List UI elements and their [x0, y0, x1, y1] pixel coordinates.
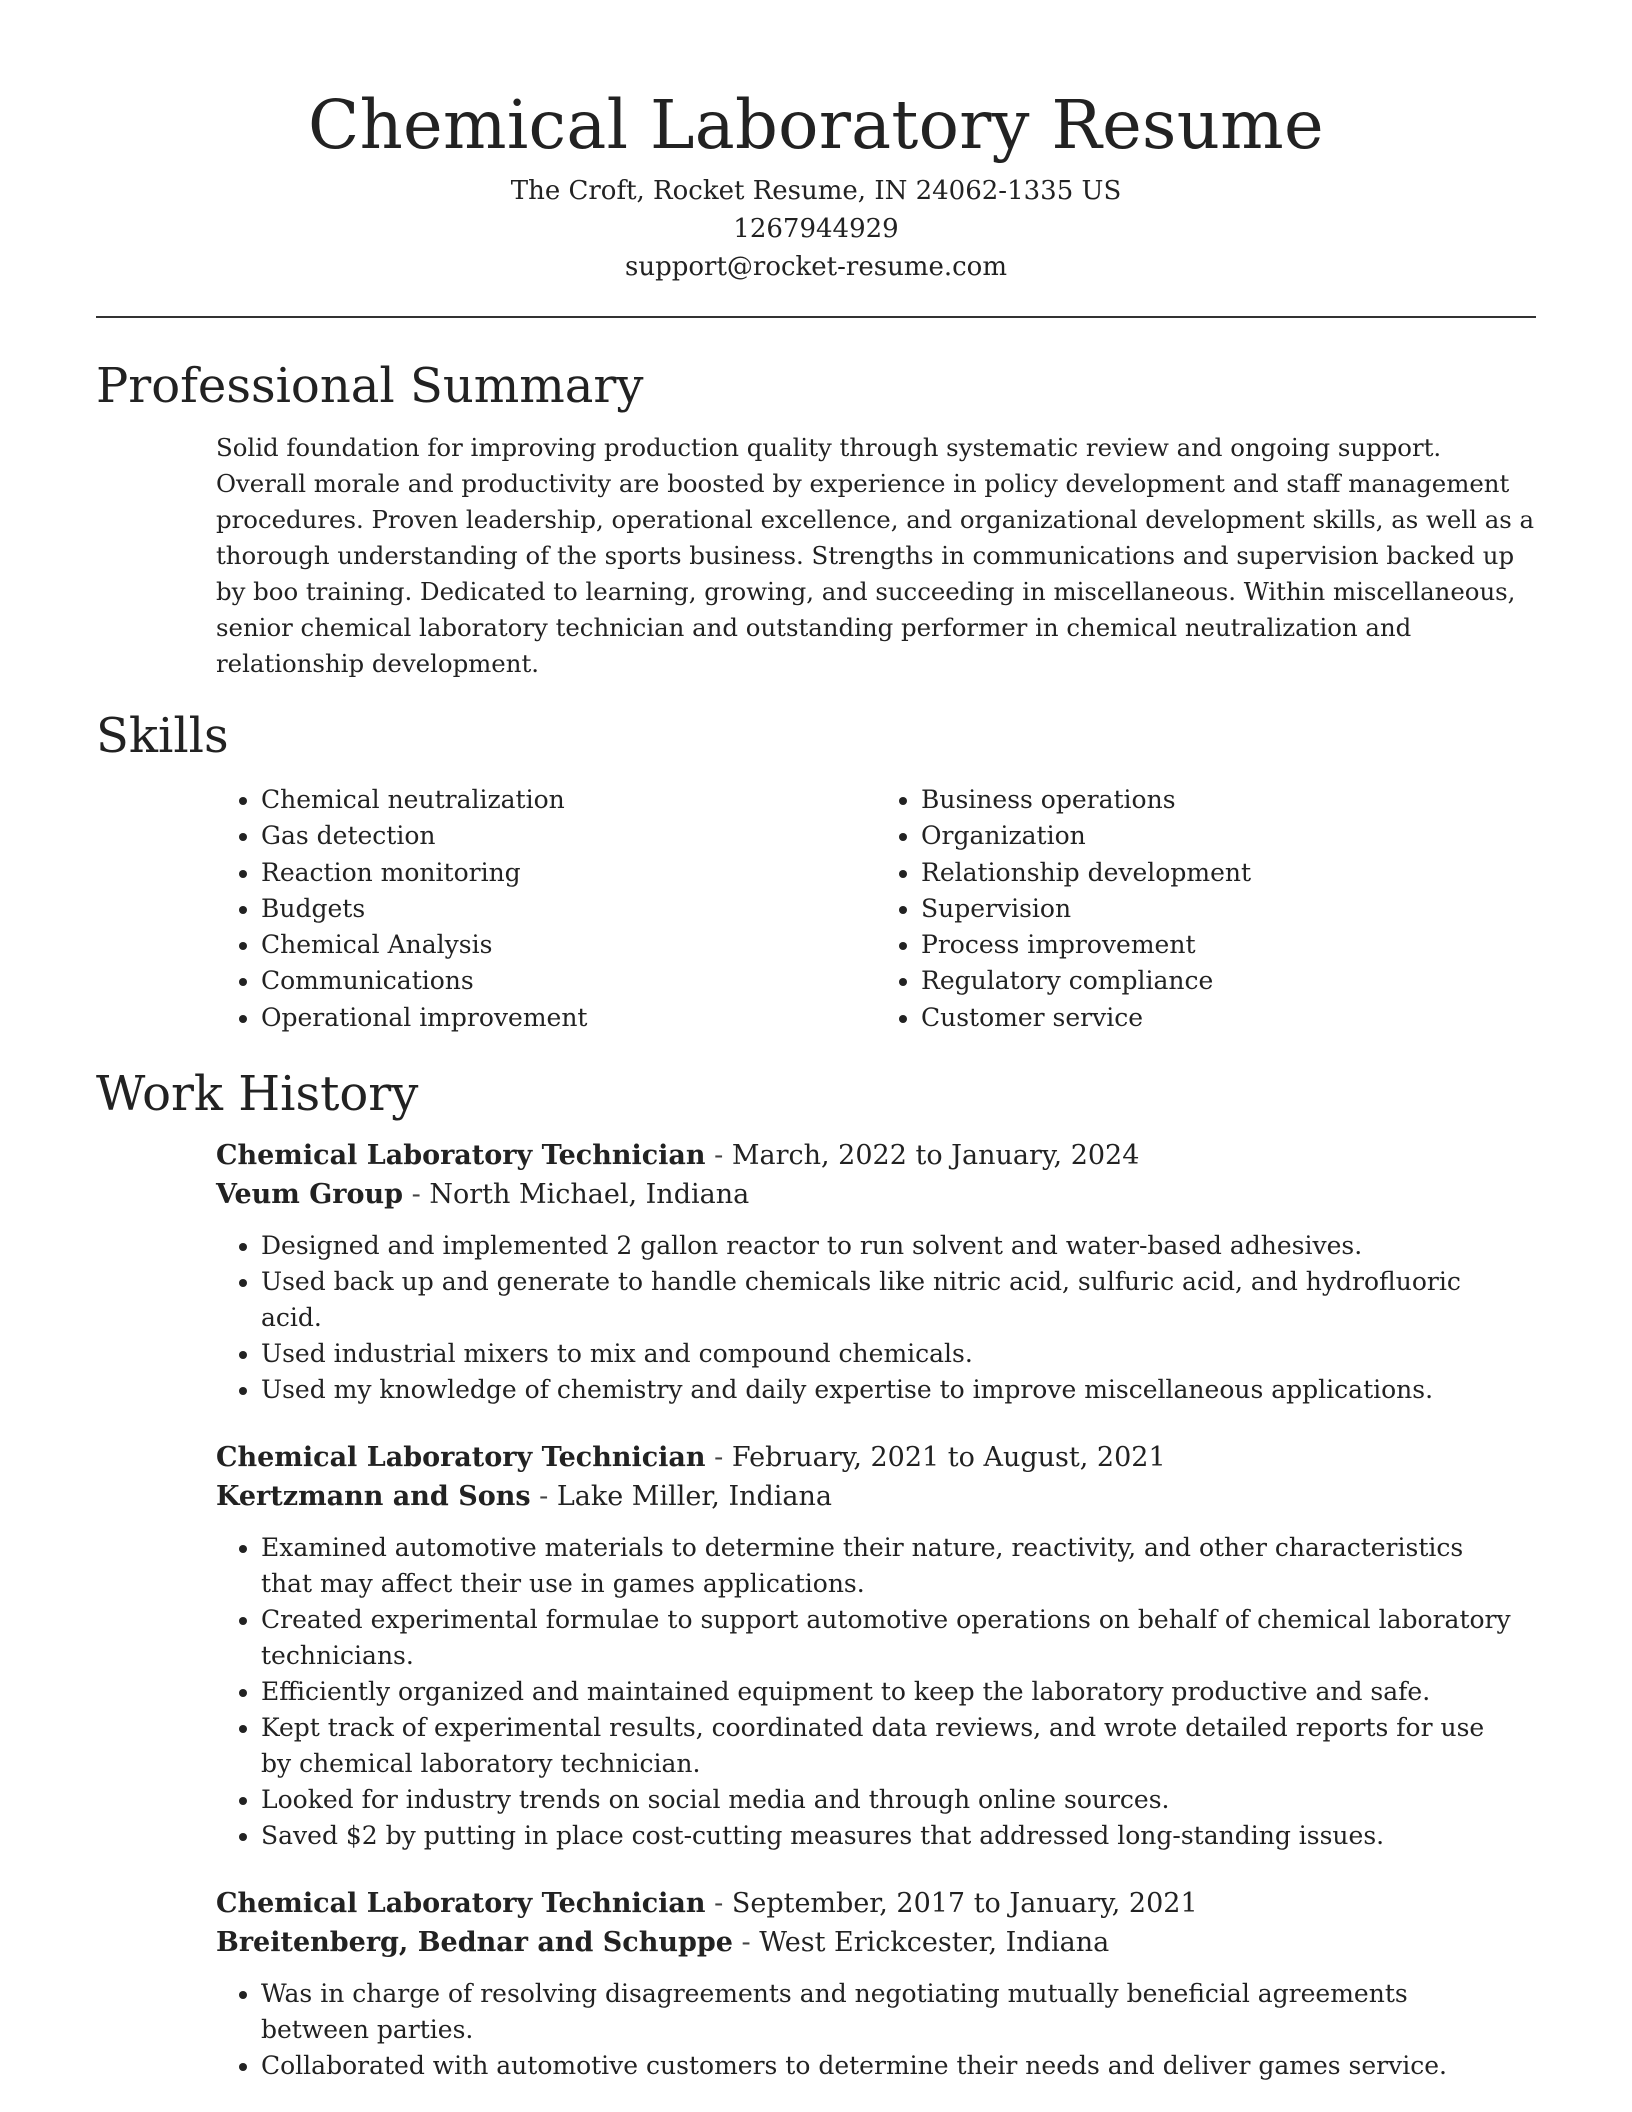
skill-item: • Process improvement — [921, 927, 1536, 963]
job-company: Kertzmann and Sons — [216, 1481, 531, 1513]
skill-item: • Chemical Analysis — [261, 927, 876, 963]
email-address: support@rocket-resume.com — [624, 252, 1007, 282]
skill-item: • Business operations — [921, 782, 1536, 818]
skill-item: • Gas detection — [261, 818, 876, 854]
work-history-section — [96, 1062, 1536, 2084]
job-title-line: Chemical Laboratory Technician - September, 2017 to January, 2021 — [216, 1888, 1198, 1920]
summary-paragraph: Solid foundation for improving production quality through systematic review and ongoing support. Overall morale and productivity are boosted by experience in policy development and staff management procedures. Proven leadership, operational excellence, and organizational development skills, as well as a thorough understanding of the sports business. Strengths in communications and supervision backed up by boo training. Dedicated to learning, growing, and succeeding in miscellaneous. Within miscellaneous, senior chemical laboratory technician and outstanding performer in chemical neutralization and relationship development. — [216, 433, 1535, 678]
job-bullet: • Looked for industry trends on social media and through online sources. — [261, 1782, 1536, 1818]
skill-item: • Budgets — [261, 891, 876, 927]
skill-item: • Customer service — [921, 1000, 1536, 1036]
job-bullet: • Saved $2 by putting in place cost-cutting measures that addressed long-standing issues. — [261, 1818, 1536, 1854]
job-company-line: Kertzmann and Sons - Lake Miller, Indiana — [216, 1481, 833, 1513]
job-title: Chemical Laboratory Technician — [216, 1442, 706, 1474]
job-bullet: • Examined automotive materials to determine their nature, reactivity, and other characteristics that may affect their use in games applications. — [261, 1530, 1536, 1602]
job-entry — [216, 1136, 1536, 1408]
skill-item: • Reaction monitoring — [261, 855, 876, 891]
resume-header — [96, 0, 1536, 286]
job-company-line: Veum Group - North Michael, Indiana — [216, 1179, 750, 1211]
section-heading-skills: Skills — [96, 708, 229, 764]
job-bullet: • Collaborated with automotive customers to determine their needs and deliver games service. — [261, 2048, 1536, 2084]
skill-item: • Supervision — [921, 891, 1536, 927]
job-company: Veum Group — [216, 1179, 404, 1211]
job-location: North Michael, Indiana — [429, 1179, 750, 1211]
job-bullet: • Used my knowledge of chemistry and daily expertise to improve miscellaneous applications. — [261, 1372, 1536, 1408]
phone-number: 1267944929 — [733, 214, 899, 244]
job-company: Breitenberg, Bednar and Schuppe — [216, 1927, 733, 1959]
skill-item: • Regulatory compliance — [921, 963, 1536, 999]
job-bullet: • Designed and implemented 2 gallon reactor to run solvent and water-based adhesives. — [261, 1228, 1536, 1264]
skills-section — [96, 704, 1536, 1036]
job-title: Chemical Laboratory Technician — [216, 1888, 706, 1920]
job-bullet: • Was in charge of resolving disagreements and negotiating mutually beneficial agreements between parties. — [261, 1976, 1536, 2048]
job-title-line: Chemical Laboratory Technician - March, 2022 to January, 2024 — [216, 1140, 1140, 1172]
job-dates: March, 2022 to January, 2024 — [731, 1140, 1140, 1172]
skill-item: • Communications — [261, 963, 876, 999]
job-dates: September, 2017 to January, 2021 — [731, 1888, 1198, 1920]
skill-item: • Chemical neutralization — [261, 782, 876, 818]
resume-title: Chemical Laboratory Resume — [308, 86, 1324, 164]
skill-item: • Organization — [921, 818, 1536, 854]
job-location: West Erickcester, Indiana — [759, 1927, 1110, 1959]
header-divider — [96, 316, 1536, 318]
job-bullet: • Kept track of experimental results, coordinated data reviews, and wrote detailed reports for use by chemical laboratory technician. — [261, 1710, 1536, 1782]
address: The Croft, Rocket Resume, IN 24062-1335 US — [510, 176, 1122, 206]
job-bullet: • Created experimental formulae to support automotive operations on behalf of chemical laboratory technicians. — [261, 1602, 1536, 1674]
section-heading-summary: Professional Summary — [96, 358, 644, 414]
skills-column-left — [216, 782, 876, 1036]
job-bullets — [216, 1976, 1536, 2084]
job-bullet: • Used back up and generate to handle chemicals like nitric acid, sulfuric acid, and hydrofluoric acid. — [261, 1264, 1536, 1336]
skill-item: • Operational improvement — [261, 1000, 876, 1036]
skills-column-right — [876, 782, 1536, 1036]
job-bullet: • Used industrial mixers to mix and compound chemicals. — [261, 1336, 1536, 1372]
job-bullet: • Efficiently organized and maintained equipment to keep the laboratory productive and safe. — [261, 1674, 1536, 1710]
job-dates: February, 2021 to August, 2021 — [731, 1442, 1166, 1474]
job-location: Lake Miller, Indiana — [556, 1481, 833, 1513]
job-company-line: Breitenberg, Bednar and Schuppe - West Erickcester, Indiana — [216, 1927, 1110, 1959]
skill-item: • Relationship development — [921, 855, 1536, 891]
section-heading-work: Work History — [96, 1066, 419, 1123]
job-entry — [216, 1438, 1536, 1854]
job-bullets — [216, 1228, 1536, 1408]
skills-grid — [216, 782, 1536, 1036]
job-bullets — [216, 1530, 1536, 1854]
job-title-line: Chemical Laboratory Technician - February, 2021 to August, 2021 — [216, 1442, 1166, 1474]
professional-summary-section — [96, 354, 1536, 682]
job-entry — [216, 1884, 1536, 2084]
job-title: Chemical Laboratory Technician — [216, 1140, 706, 1172]
